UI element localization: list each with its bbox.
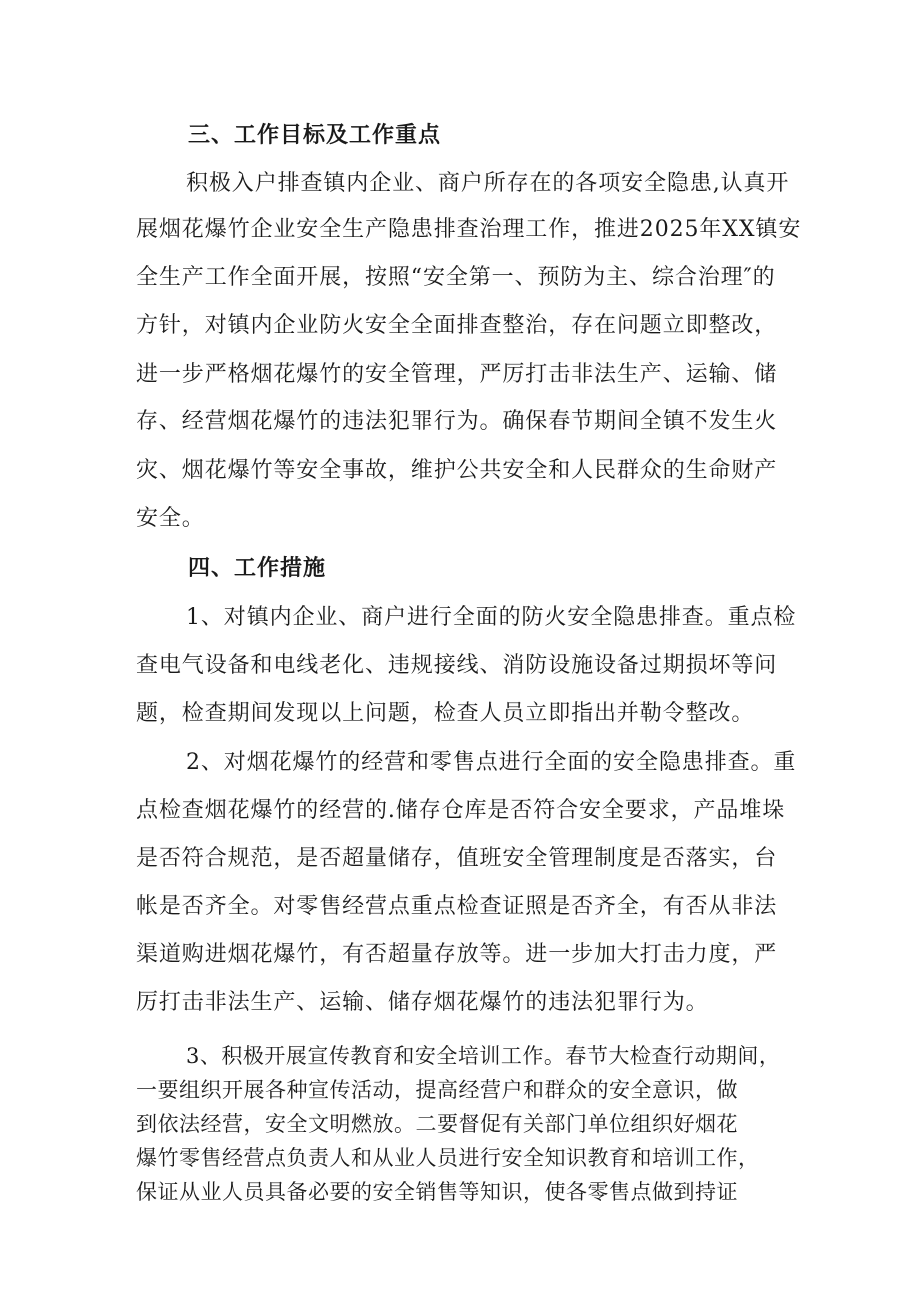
paragraph-line: 题，检查期间发现以上问题，检查人员立即指出并勒令整改。	[136, 701, 755, 726]
paragraph-line: 存、经营烟花爆竹的违法犯罪行为。确保春节期间全镇不发生火	[136, 409, 778, 434]
paragraph-line: 全生产工作全面开展，按照“安全第一、预防为主、综合治理″的	[136, 265, 776, 290]
paragraph-line: 点检查烟花爆竹的经营的.储存仓库是否符合安全要求，产品堆垛	[136, 798, 786, 823]
paragraph-line: 进一步严格烟花爆竹的安全管理，严厉打击非法生产、运输、储	[136, 362, 778, 387]
section-heading-measures: 四、工作措施	[188, 555, 327, 581]
paragraph-line: 爆竹零售经营点负责人和从业人员进行安全知识教育和培训工作，	[136, 1146, 760, 1170]
paragraph-line: 到依法经营，安全文明燃放。二要督促有关部门单位组织好烟花	[136, 1112, 738, 1136]
paragraph-line: 查电气设备和电线老化、违规接线、消防设施设备过期损坏等问	[136, 653, 778, 678]
paragraph-line: 积极入户排查镇内企业、商户所存在的各项安全隐患,认真开	[186, 171, 790, 196]
paragraph-line: 帐是否齐全。对零售经营点重点检查证照是否齐全，有否从非法	[136, 894, 778, 919]
paragraph-line: 保证从业人员具备必要的安全销售等知识，使各零售点做到持证	[136, 1180, 738, 1204]
paragraph-line: 安全。	[136, 506, 205, 531]
paragraph-line: 3、积极开展宣传教育和安全培训工作。春节大检查行动期间，	[186, 1044, 781, 1068]
paragraph-line: 厉打击非法生产、运输、储存烟花爆竹的违法犯罪行为。	[136, 990, 709, 1015]
paragraph-line: 渠道购进烟花爆竹，有否超量存放等。进一步加大打击力度，严	[136, 942, 778, 967]
paragraph-line: 2、对烟花爆竹的经营和零售点进行全面的安全隐患排查。重	[186, 750, 797, 775]
paragraph-line: 展烟花爆竹企业安全生产隐患排查治理工作，推进2025年XX镇安	[136, 217, 802, 242]
paragraph-line: 是否符合规范，是否超量储存，值班安全管理制度是否落实，台	[136, 846, 778, 871]
section-heading-goals: 三、工作目标及工作重点	[188, 122, 442, 148]
paragraph-line: 方针，对镇内企业防火安全全面排查整治，存在问题立即整改，	[136, 313, 778, 338]
paragraph-line: 一要组织开展各种宣传活动，提高经营户和群众的安全意识，做	[136, 1078, 738, 1102]
paragraph-line: 灾、烟花爆竹等安全事故，维护公共安全和人民群众的生命财产	[136, 458, 778, 483]
paragraph-line: 1、对镇内企业、商户进行全面的防火安全隐患排查。重点检	[186, 605, 797, 630]
